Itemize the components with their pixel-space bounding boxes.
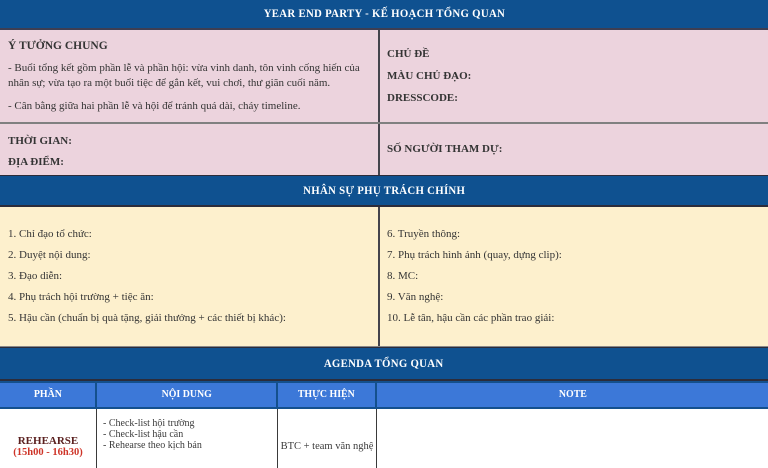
person-item-2: 2. Duyệt nội dung: [8, 248, 91, 261]
idea-point-1: - Buổi tổng kết gồm phần lễ và phần hội: vừa vinh danh, tôn vinh cống hiến của nhân sự; vừa tạo ra một buổi tiệc để gắn kết, vui chơi, thư giãn cuối năm. [8, 61, 360, 89]
content-line-3: - Rehearse theo kịch bản [103, 439, 202, 451]
phase-name: REHEARSE [17, 435, 79, 448]
executor-text: BTC + team văn nghệ [280, 440, 374, 452]
personnel-section-bar[interactable] [0, 175, 768, 207]
idea-point-2: - Cân bằng giữa hai phần lễ và hội để tránh quá dài, cháy timeline. [8, 99, 301, 112]
document-title-bar[interactable] [0, 0, 768, 30]
column-header-executor[interactable]: THỰC HIỆN [278, 383, 377, 407]
person-item-5: 5. Hậu cần (chuẩn bị quà tặng, giải thưởng + các thiết bị khác): [8, 311, 286, 324]
cell-content[interactable] [97, 409, 278, 468]
cell-time-venue[interactable] [0, 124, 380, 176]
agenda-section-bar[interactable] [0, 347, 768, 381]
idea-heading: Ý TƯỞNG CHUNG [8, 39, 108, 52]
cell-personnel-left[interactable] [0, 207, 380, 346]
personnel-row [0, 207, 768, 347]
time-label: THỜI GIAN: [8, 134, 72, 147]
person-item-10: 10. Lễ tân, hậu cần các phần trao giải: [387, 311, 555, 324]
cell-idea[interactable] [0, 30, 380, 122]
cell-phase[interactable] [0, 409, 97, 468]
agenda-table-row-rehearse [0, 409, 768, 468]
personnel-heading: NHÂN SỰ PHỤ TRÁCH CHÍNH [302, 184, 466, 197]
cell-note[interactable] [377, 409, 768, 468]
column-header-phase[interactable]: PHẦN [0, 383, 97, 407]
column-header-note[interactable]: NOTE [558, 389, 587, 401]
person-item-6: 6. Truyền thông: [387, 227, 461, 240]
agenda-table-header [0, 381, 768, 409]
agenda-heading: AGENDA TỔNG QUAN [324, 357, 444, 370]
theme-label: CHỦ ĐỀ [387, 47, 430, 60]
document-title: YEAR END PARTY - KẾ HOẠCH TỔNG QUAN [263, 7, 505, 20]
person-item-9: 9. Văn nghệ: [387, 290, 444, 303]
phase-time: (15h00 - 16h30) [13, 447, 83, 459]
cell-theme[interactable] [380, 30, 768, 122]
person-item-3: 3. Đạo diễn: [8, 269, 63, 282]
person-item-8: 8. MC: [387, 269, 419, 282]
overview-row-2 [0, 124, 768, 176]
content-line-2: - Check-list hậu cần [103, 428, 184, 440]
venue-label: ĐỊA ĐIỂM: [8, 155, 64, 168]
person-item-4: 4. Phụ trách hội trường + tiệc ăn: [8, 290, 154, 303]
attendees-label: SỐ NGƯỜI THAM DỰ: [387, 143, 503, 156]
main-color-label: MÀU CHỦ ĐẠO: [387, 69, 472, 82]
cell-attendees[interactable] [380, 124, 768, 176]
column-header-content[interactable]: NỘI DUNG [97, 383, 278, 407]
person-item-7: 7. Phụ trách hình ảnh (quay, dựng clip): [387, 248, 562, 261]
dresscode-label: DRESSCODE: [387, 91, 458, 104]
cell-personnel-right[interactable] [380, 207, 768, 346]
content-line-1: - Check-list hội trường [103, 417, 195, 429]
cell-executor[interactable] [278, 409, 377, 468]
person-item-1: 1. Chỉ đạo tổ chức: [8, 227, 92, 240]
overview-row-1 [0, 30, 768, 124]
